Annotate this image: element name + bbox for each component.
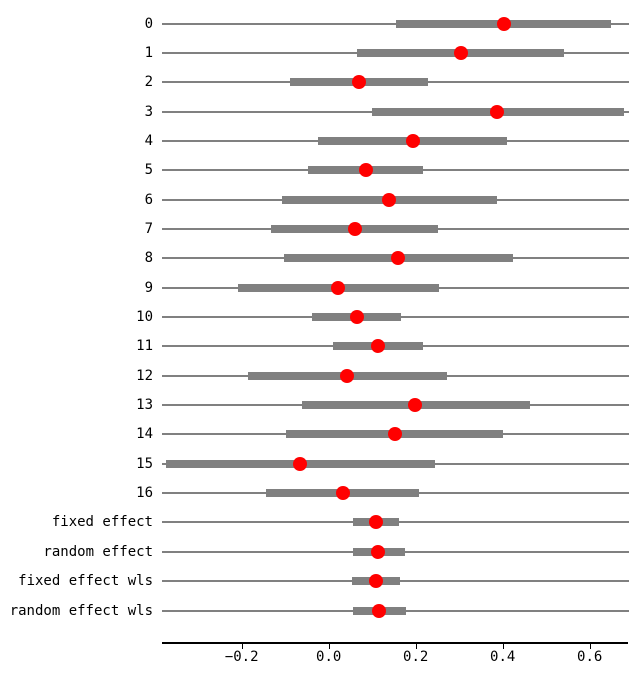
x-axis-tick-label: 0.0	[316, 649, 342, 665]
x-axis-tick	[242, 644, 244, 649]
y-axis-row-label: 0	[144, 15, 153, 32]
y-axis-row-label: 7	[144, 220, 153, 237]
estimate-dot	[336, 486, 350, 500]
y-axis-row-label: random effect wls	[9, 602, 153, 619]
estimate-dot	[369, 574, 383, 588]
y-axis-row-label: 3	[144, 103, 153, 120]
x-axis-tick-label: 0.6	[577, 649, 603, 665]
y-axis-row-label: 4	[144, 132, 153, 149]
y-axis-row-label: 13	[136, 397, 153, 414]
estimate-dot	[406, 134, 420, 148]
estimate-dot	[359, 163, 373, 177]
estimate-dot	[350, 310, 364, 324]
y-axis-row-label: fixed effect wls	[18, 573, 153, 590]
estimate-dot	[371, 545, 385, 559]
x-axis-tick	[590, 644, 592, 649]
estimate-dot	[382, 193, 396, 207]
x-axis-tick	[503, 644, 505, 649]
estimate-dot	[408, 398, 422, 412]
y-axis-row-label: 15	[136, 455, 153, 472]
y-axis-row-label: 6	[144, 191, 153, 208]
y-axis-row-label: 9	[144, 279, 153, 296]
y-axis-row-label: 1	[144, 44, 153, 61]
y-axis-row-label: random effect	[43, 543, 153, 560]
x-axis-tick-label: −0.2	[224, 649, 259, 665]
y-axis-row-label: 11	[136, 338, 153, 355]
y-axis-row-label: 8	[144, 250, 153, 267]
x-axis-tick	[416, 644, 418, 649]
estimate-dot	[490, 105, 504, 119]
y-axis-row-label: fixed effect	[51, 514, 153, 531]
y-axis-row-label: 2	[144, 74, 153, 91]
estimate-dot	[391, 251, 405, 265]
estimate-dot	[293, 457, 307, 471]
estimate-dot	[497, 17, 511, 31]
y-axis-row-label: 10	[136, 309, 153, 325]
estimate-dot	[340, 369, 354, 383]
estimate-dot	[348, 222, 362, 236]
estimate-dot	[352, 75, 366, 89]
y-axis-row-label: 12	[136, 367, 153, 384]
estimate-dot	[388, 427, 402, 441]
estimate-dot	[371, 339, 385, 353]
y-axis-row-label: 16	[136, 485, 153, 502]
x-axis-tick-label: 0.2	[403, 649, 429, 665]
x-axis-tick-label: 0.4	[490, 649, 516, 665]
estimate-dot	[369, 515, 383, 529]
x-axis-spine	[162, 642, 629, 644]
estimate-dot	[372, 604, 386, 618]
estimate-dot	[331, 281, 345, 295]
y-axis-row-label: 5	[144, 162, 153, 179]
x-axis-tick	[329, 644, 331, 649]
estimate-dot	[454, 46, 468, 60]
y-axis-row-label: 14	[136, 426, 153, 443]
